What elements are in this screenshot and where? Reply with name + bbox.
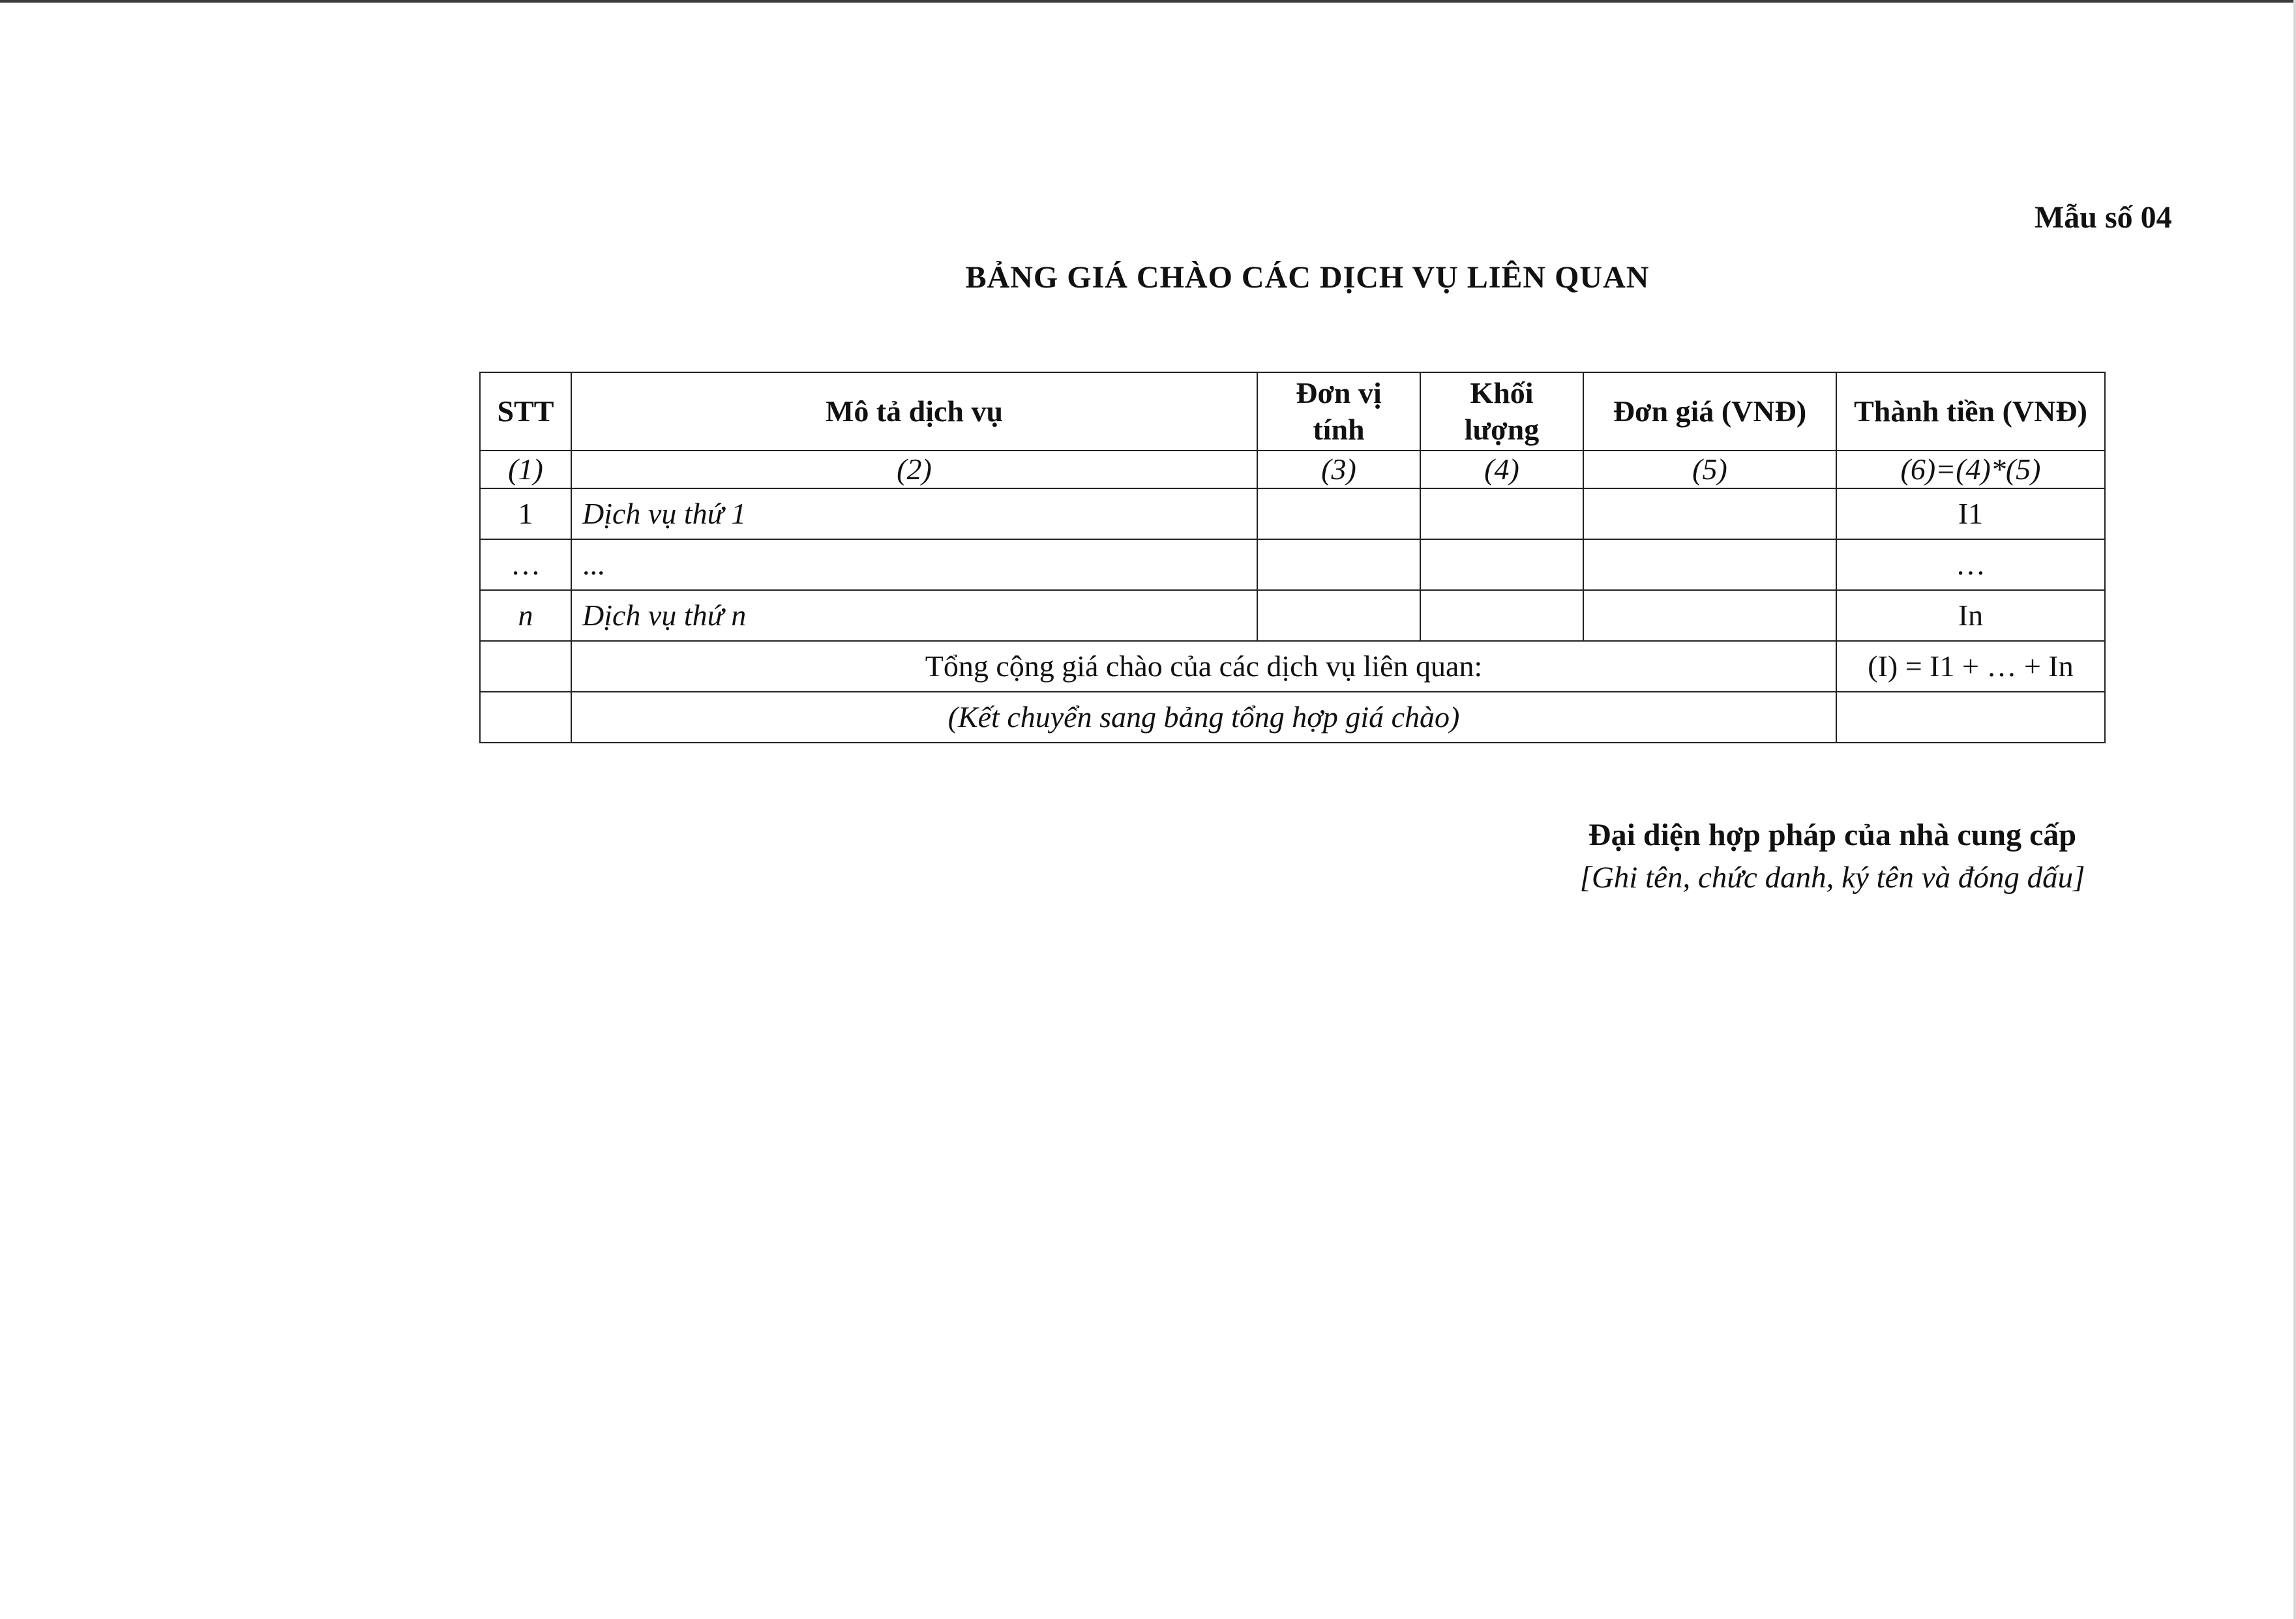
price-table bbox=[479, 372, 2106, 743]
row-description: Dịch vụ thứ n bbox=[571, 590, 1257, 641]
header-description: Mô tả dịch vụ bbox=[571, 372, 1257, 451]
row-amount: In bbox=[1836, 590, 2105, 641]
row-amount: I1 bbox=[1836, 488, 2105, 539]
row-unit-price bbox=[1583, 539, 1836, 590]
table-row bbox=[480, 539, 2105, 590]
form-number: Mẫu số 04 bbox=[2035, 200, 2172, 235]
carry-amount-cell bbox=[1836, 692, 2105, 743]
table-row bbox=[480, 590, 2105, 641]
signature-note: [Ghi tên, chức danh, ký tên và đóng dấu] bbox=[1579, 861, 2085, 895]
row-amount: … bbox=[1836, 539, 2105, 590]
row-unit bbox=[1257, 488, 1420, 539]
total-formula: (I) = I1 + … + In bbox=[1836, 641, 2105, 692]
row-stt: … bbox=[480, 539, 571, 590]
signature-title: Đại diện hợp pháp của nhà cung cấp bbox=[1588, 818, 2077, 852]
column-number: (6)=(4)*(5) bbox=[1836, 451, 2105, 488]
header-unit: Đơn vị tính bbox=[1257, 372, 1420, 451]
row-stt: n bbox=[480, 590, 571, 641]
row-quantity bbox=[1420, 590, 1583, 641]
total-stt-cell bbox=[480, 641, 571, 692]
column-number: (1) bbox=[480, 451, 571, 488]
row-unit bbox=[1257, 590, 1420, 641]
column-number: (2) bbox=[571, 451, 1257, 488]
column-number-row bbox=[480, 451, 2105, 488]
header-amount: Thành tiền (VNĐ) bbox=[1836, 372, 2105, 451]
row-unit-price bbox=[1583, 488, 1836, 539]
column-number: (4) bbox=[1420, 451, 1583, 488]
carry-over-row bbox=[480, 692, 2105, 743]
document-title: BẢNG GIÁ CHÀO CÁC DỊCH VỤ LIÊN QUAN bbox=[965, 260, 1650, 295]
carry-stt-cell bbox=[480, 692, 571, 743]
page-top-edge bbox=[0, 0, 2296, 3]
signature-block bbox=[1539, 814, 2126, 899]
row-quantity bbox=[1420, 488, 1583, 539]
total-label: Tổng cộng giá chào của các dịch vụ liên quan: bbox=[571, 641, 1836, 692]
header-row bbox=[480, 372, 2105, 451]
row-description: Dịch vụ thứ 1 bbox=[571, 488, 1257, 539]
row-stt: 1 bbox=[480, 488, 571, 539]
total-row bbox=[480, 641, 2105, 692]
carry-over-note: (Kết chuyển sang bảng tổng hợp giá chào) bbox=[571, 692, 1836, 743]
column-number: (3) bbox=[1257, 451, 1420, 488]
table-row bbox=[480, 488, 2105, 539]
column-number: (5) bbox=[1583, 451, 1836, 488]
header-stt: STT bbox=[480, 372, 571, 451]
row-description: ... bbox=[571, 539, 1257, 590]
row-unit-price bbox=[1583, 590, 1836, 641]
header-quantity: Khối lượng bbox=[1420, 372, 1583, 451]
page-right-edge bbox=[2293, 0, 2296, 1619]
row-quantity bbox=[1420, 539, 1583, 590]
header-unit-price: Đơn giá (VNĐ) bbox=[1583, 372, 1836, 451]
row-unit bbox=[1257, 539, 1420, 590]
